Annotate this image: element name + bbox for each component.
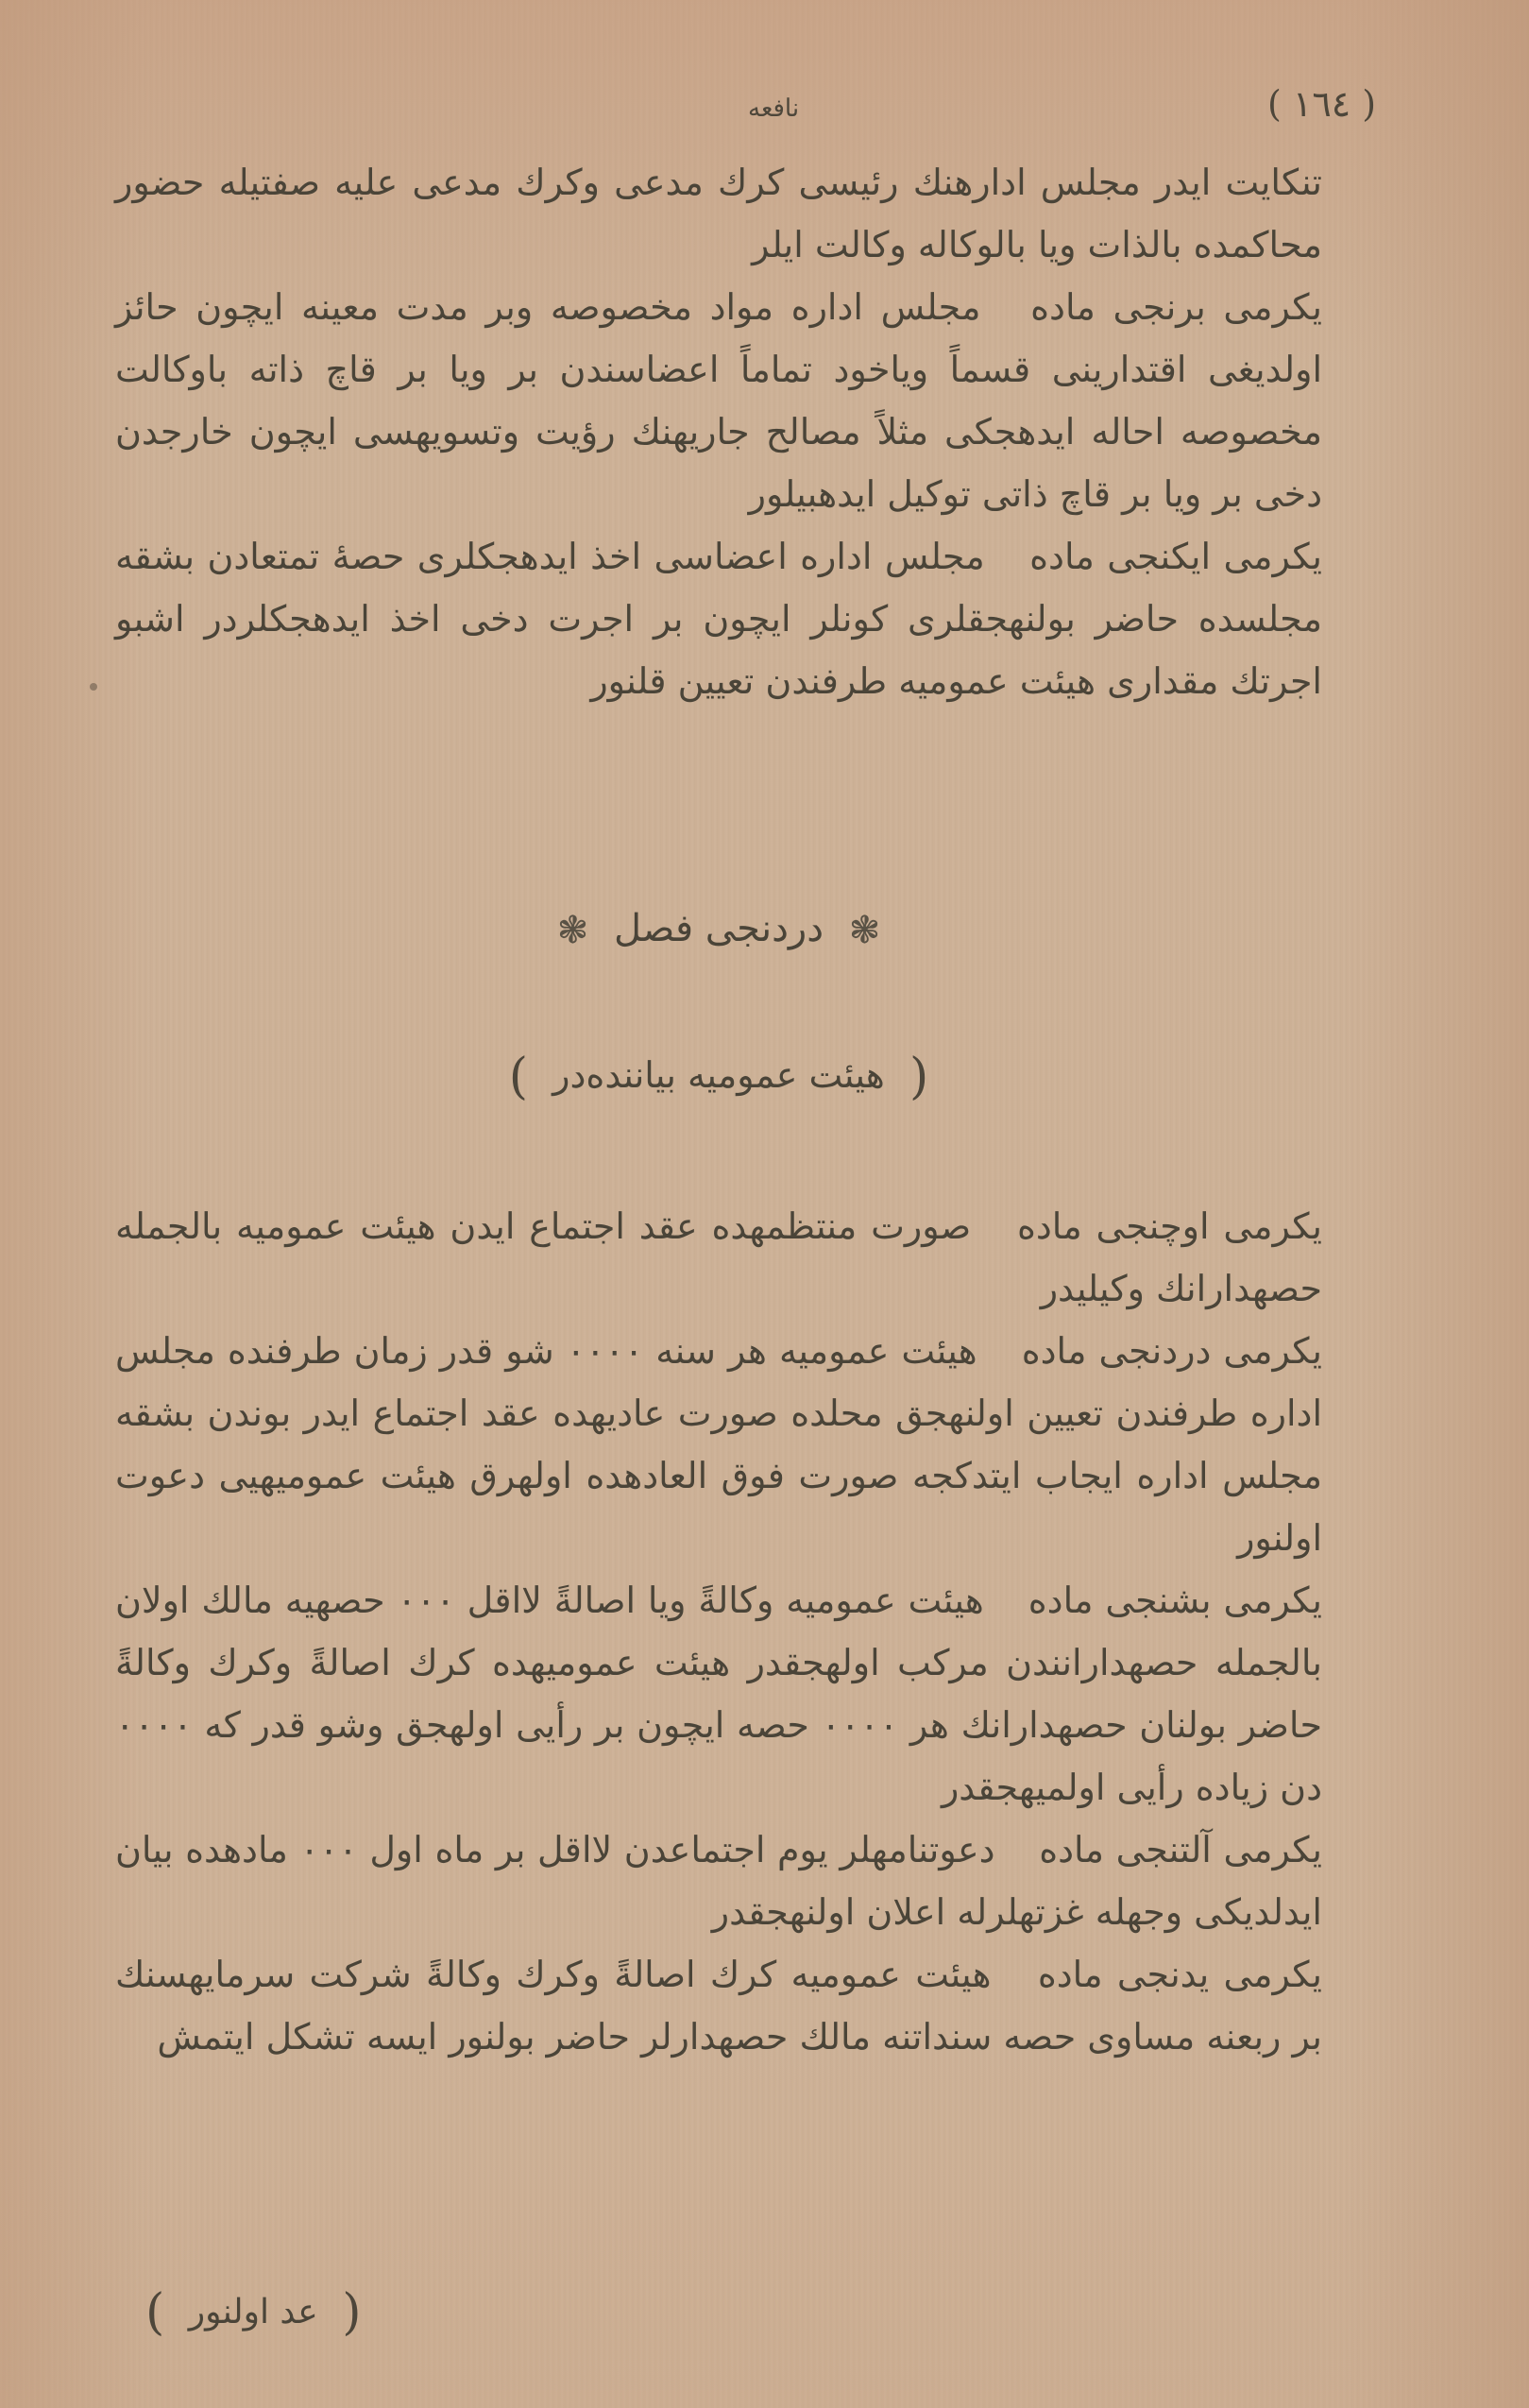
article-label: يكرمى بشنجى ماده (1028, 1580, 1322, 1621)
article-label: يكرمى يدنجى ماده (1037, 1954, 1322, 1995)
paren-open: ( (909, 1049, 929, 1105)
section-subtitle (115, 1049, 1322, 1105)
article-24 (115, 1320, 1322, 1569)
paragraph-text: صورت منتظمهده عقد اجتماع ايدن هيئت عموميه بالجمله حصهدارانك وكيليدر (115, 1205, 1322, 1309)
paren-open: ( (342, 2284, 362, 2341)
ornament-icon: ❃ (848, 909, 881, 952)
ornament-icon: ❃ (556, 909, 589, 952)
section-subtitle-text: هيئت عموميه بياننده‌در (552, 1054, 885, 1096)
text-block-upper (115, 151, 1322, 712)
page-number-value: ١٦٤ (1292, 83, 1351, 125)
paragraph-text: مجلس اداره مواد مخصوصه وبر مدت معينه ايچون حائز اولديغى اقتدارينى قسماً وياخود تماماً اعضاسندن بر ويا بر قاچ ذاته باوكالت مخصوصه احاله ايدهجكى مثلاً مصالح جاريهنك رؤيت وتسويهسى ايچون خارجدن دخى بر ويا بر قاچ ذاتى توكيل ايدهبيلور (115, 286, 1322, 515)
paragraph-text: تنكايت ايدر مجلس ادارهنك رئيسى كرك مدعى وكرك مدعى عليه صفتيله حضور محاكمده بالذات ويا بالوكاله وكالت ايلر (115, 162, 1322, 265)
paragraph-continuation (115, 151, 1322, 276)
chapter-title: دردنجى فصل (613, 907, 824, 950)
paragraph-text: دعوتنامهلر يوم اجتماعدن لااقل بر ماه اول ٠٠٠ مادهده بيان ايدلديكى وجهله غزتهلرله اعلان اولنهجقدر (115, 1829, 1322, 1933)
page-number: ( ١٦٤ ) (1267, 83, 1377, 125)
article-25 (115, 1569, 1322, 1819)
article-label: يكرمى برنجى ماده (1030, 286, 1322, 328)
continuation-text: عد اولنور (188, 2293, 318, 2331)
article-27 (115, 1943, 1322, 2068)
running-title: نافعه (748, 94, 800, 123)
article-label: يكرمى آلتنجى ماده (1039, 1829, 1322, 1870)
paragraph-text: هيئت عموميه هر سنه ٠٠٠٠ شو قدر زمان طرفنده مجلس اداره طرفندن تعيين اولنهجق محلده صورت عاديهده عقد اجتماع ايدر بوندن بشقه مجلس اداره ايجاب ايتدكجه صورت فوق العادهده اولهرق هيئت عموميهيى دعوت اولنور (115, 1330, 1322, 1559)
paren-close: ) (145, 2284, 165, 2341)
continuation-note (132, 2284, 375, 2341)
paragraph-text: هيئت عموميه كرك اصالةً وكرك وكالةً شركت سرمايهسنك بر ربعنه مساوى حصه سنداتنه مالك حصهدارلر حاضر بولنور ايسه تشكل ايتمش (115, 1954, 1322, 2058)
article-22 (115, 525, 1322, 712)
article-label: يكرمى دردنجى ماده (1021, 1330, 1322, 1372)
page-header (115, 83, 1377, 149)
paragraph-text: هيئت عموميه وكالةً ويا اصالةً لااقل ٠٠٠ حصهيه مالك اولان بالجمله حصهدارانندن مركب اولهجقدر هيئت عموميهده كرك اصالةً وكرك وكالةً حاضر بولنان حصهدارانك هر ٠٠٠٠ حصه ايچون بر رأيى اولهجق وشو قدر كه ٠٠٠٠ دن زياده رأيى اولميهجقدر (115, 1580, 1322, 1808)
article-label: يكرمى اوچنجى ماده (1016, 1205, 1322, 1247)
ink-speck (90, 683, 97, 691)
text-block-lower (115, 1195, 1322, 2068)
article-23 (115, 1195, 1322, 1320)
article-21 (115, 276, 1322, 525)
article-26 (115, 1819, 1322, 1943)
paren-close: ) (508, 1049, 529, 1105)
chapter-heading (115, 907, 1322, 950)
article-label: يكرمى ايكنجى ماده (1029, 536, 1322, 577)
paragraph-text: مجلس اداره اعضاسى اخذ ايدهجكلرى حصهٔ تمتعادن بشقه مجلسده حاضر بولنهجقلرى كونلر ايچون بر اجرت دخى اخذ ايدهجكلردر اشبو اجرتك مقدارى هيئت عموميه طرفندن تعيين قلنور (115, 536, 1322, 702)
